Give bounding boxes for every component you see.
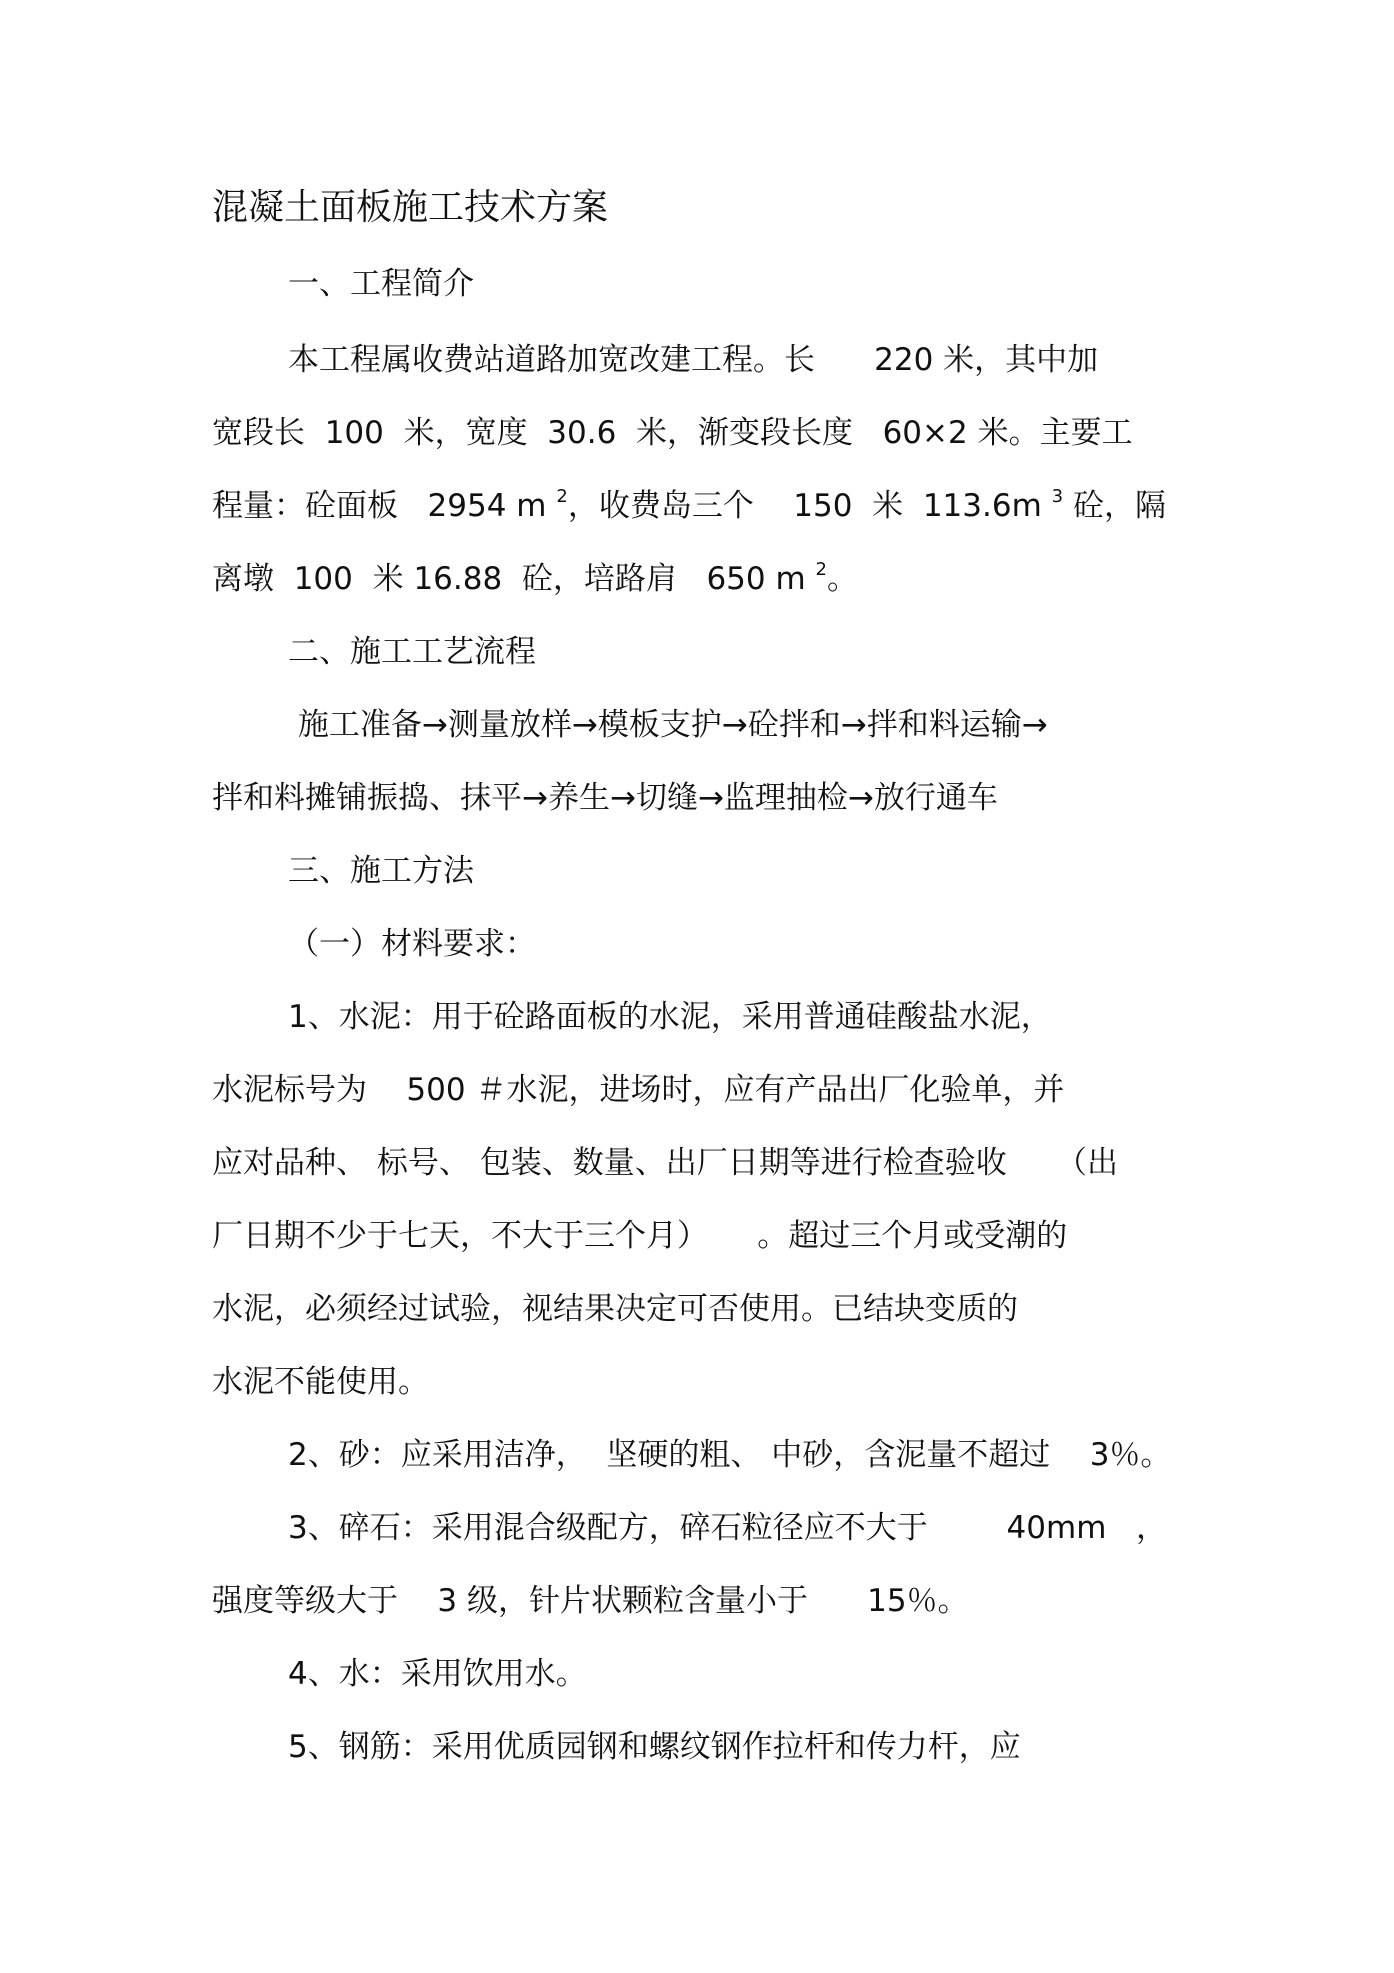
section1-line-3: [212, 486, 1166, 526]
item1-line-1: 1、水泥：用于砼路面板的水泥，采用普通硅酸盐水泥，: [288, 999, 1052, 1035]
section1-heading: 一、工程简介: [288, 266, 474, 302]
section2-line-1: 施工准备→测量放样→模板支护→砼拌和→拌和料运输→: [288, 707, 1048, 743]
superscript-2b: 2: [815, 559, 827, 580]
section2-line-2: 拌和料摊铺振捣、抹平→养生→切缝→监理抽检→放行通车: [212, 780, 998, 816]
section1-line-4: [212, 559, 858, 599]
item3-line-2: 强度等级大于 3 级，针片状颗粒含量小于 15％。: [212, 1583, 969, 1619]
document-title: 混凝土面板施工技术方案: [212, 187, 609, 228]
item1-line-4: 厂日期不少于七天，不大于三个月） 。超过三个月或受潮的: [212, 1218, 1068, 1254]
item5-line: 5、钢筋：采用优质园钢和螺纹钢作拉杆和传力杆，应: [288, 1729, 1021, 1765]
item4-line: 4、水：采用饮用水。: [288, 1656, 587, 1692]
item1-line-3: 应对品种、 标号、 包装、数量、出厂日期等进行检查验收 （出: [212, 1145, 1118, 1181]
line4-part-b: 。: [826, 561, 858, 597]
item1-line-2: 水泥标号为 500 ＃水泥，进场时，应有产品出厂化验单，并: [212, 1072, 1065, 1108]
superscript-3: 3: [1051, 486, 1064, 507]
item1-line-6: 水泥不能使用。: [212, 1364, 429, 1400]
section3-heading: 三、施工方法: [288, 853, 474, 889]
section2-heading: 二、施工工艺流程: [288, 634, 536, 670]
item1-line-5: 水泥，必须经过试验，视结果决定可否使用。已结块变质的: [212, 1291, 1018, 1327]
line3-part-a: 程量：砼面板 2954 m: [212, 488, 557, 524]
section3-subheading: （一）材料要求：: [288, 926, 536, 962]
section1-line-1: 本工程属收费站道路加宽改建工程。长 220 米，其中加: [288, 342, 1099, 378]
section1-line-2: 宽段长 100 米，宽度 30.6 米，渐变段长度 60×2 米。主要工: [212, 415, 1133, 451]
line3-part-c: 砼，隔: [1063, 488, 1166, 524]
item2-line: 2、砂：应采用洁净， 坚硬的粗、 中砂，含泥量不超过 3％。: [288, 1437, 1172, 1473]
line3-part-b: ，收费岛三个 150 米 113.6m: [567, 488, 1052, 524]
item3-line-1: 3、碎石：采用混合级配方，碎石粒径应不大于 40mm ，: [288, 1510, 1167, 1546]
superscript-2: 2: [556, 486, 568, 507]
line4-part-a: 离墩 100 米 16.88 砼，培路肩 650 m: [212, 561, 816, 597]
